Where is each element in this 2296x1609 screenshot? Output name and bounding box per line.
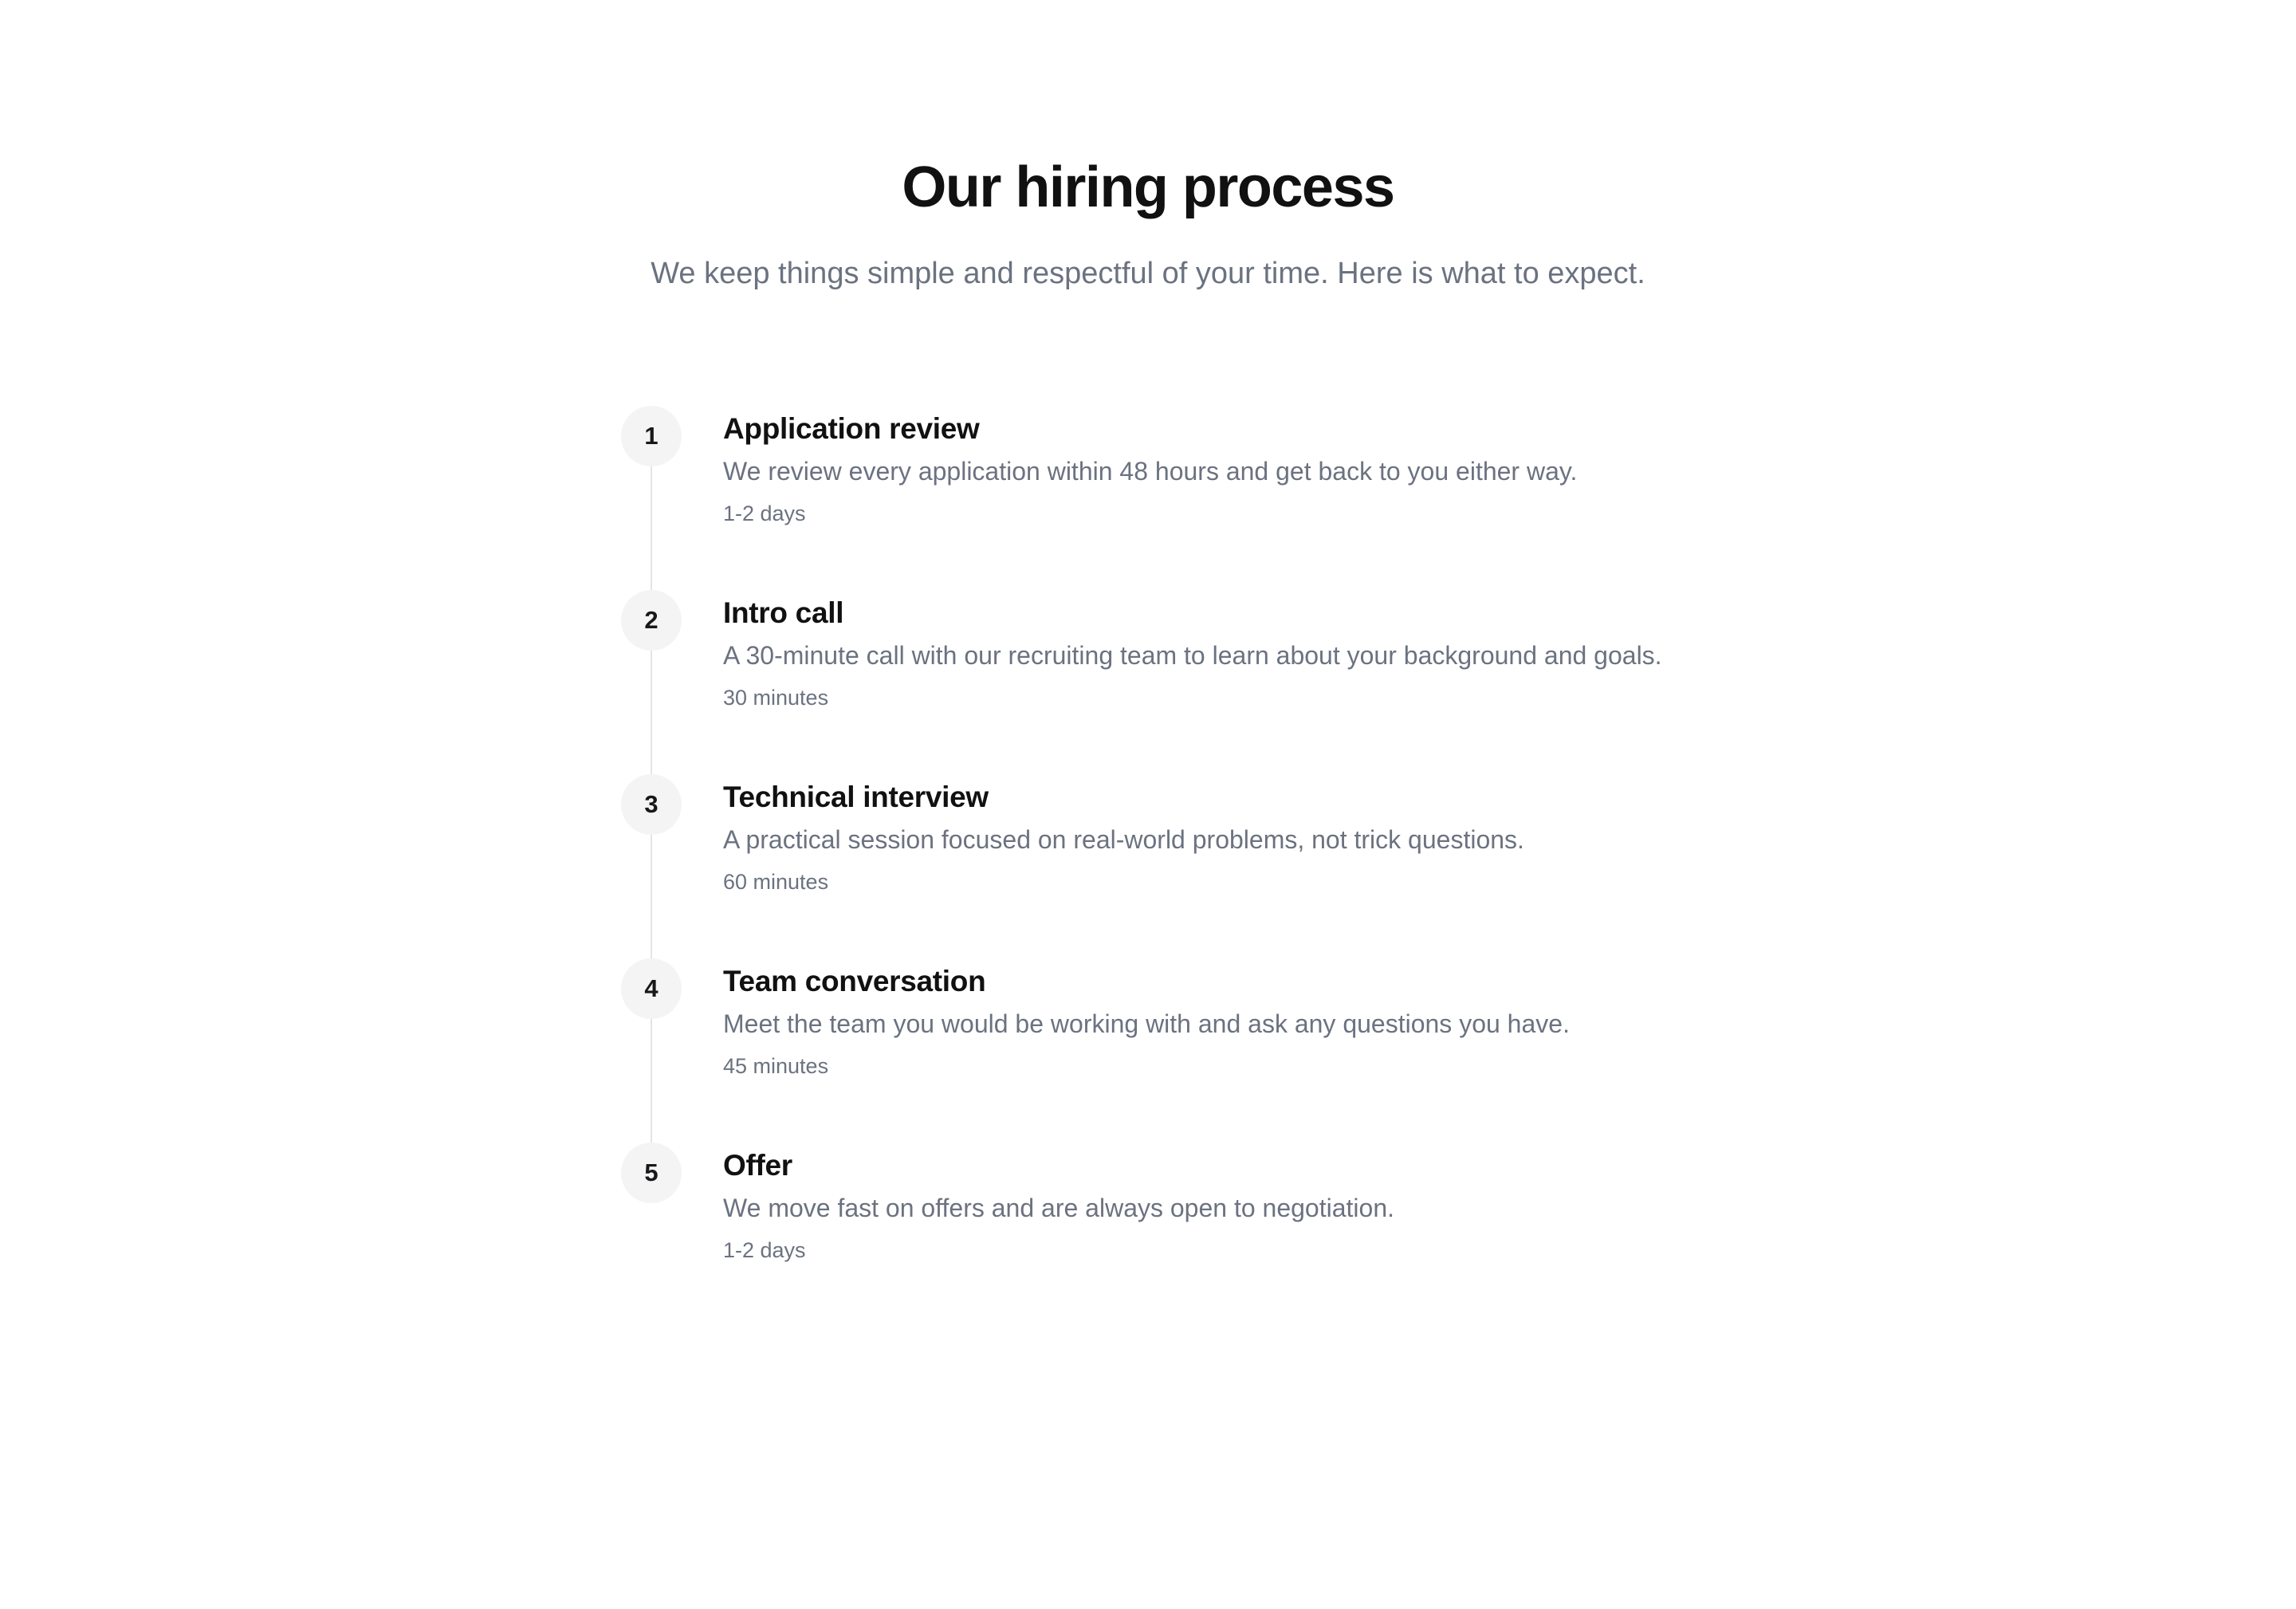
- step-body: [723, 958, 1570, 1143]
- step-description: Meet the team you would be working with and ask any questions you have.: [723, 1009, 1570, 1039]
- step-body: [723, 406, 1577, 590]
- timeline-step-3: [621, 774, 2296, 958]
- hiring-timeline: [621, 406, 2296, 1265]
- timeline-step-5: [621, 1143, 2296, 1265]
- timeline-step-1: [621, 406, 2296, 590]
- step-duration: 45 minutes: [723, 1053, 829, 1078]
- step-duration: 1-2 days: [723, 501, 806, 525]
- step-number-badge: 1: [621, 406, 682, 466]
- hiring-process-section: [0, 156, 2296, 1265]
- step-description: A practical session focused on real-world problems, not trick questions.: [723, 825, 1524, 855]
- step-body: [723, 1143, 1394, 1265]
- step-description: A 30-minute call with our recruiting team to learn about your background and goals.: [723, 641, 1662, 671]
- step-duration: 30 minutes: [723, 685, 829, 710]
- step-body: [723, 590, 1662, 774]
- step-number-badge: 3: [621, 774, 682, 835]
- step-description: We move fast on offers and are always open to negotiation.: [723, 1194, 1394, 1223]
- page-title: Our hiring process: [902, 155, 1394, 219]
- step-duration: 1-2 days: [723, 1237, 806, 1262]
- step-description: We review every application within 48 hours and get back to you either way.: [723, 457, 1578, 486]
- page-subtitle: We keep things simple and respectful of your time. Here is what to expect.: [651, 257, 1645, 291]
- timeline-step-2: [621, 590, 2296, 774]
- step-title: Intro call: [723, 596, 844, 629]
- timeline-step-4: [621, 958, 2296, 1143]
- step-title: Team conversation: [723, 964, 986, 997]
- step-duration: 60 minutes: [723, 869, 829, 894]
- step-body: [723, 774, 1524, 958]
- step-number-badge: 5: [621, 1143, 682, 1203]
- step-title: Offer: [723, 1148, 792, 1182]
- step-title: Application review: [723, 411, 980, 445]
- step-number-badge: 2: [621, 590, 682, 651]
- step-number-badge: 4: [621, 958, 682, 1019]
- step-title: Technical interview: [723, 780, 989, 813]
